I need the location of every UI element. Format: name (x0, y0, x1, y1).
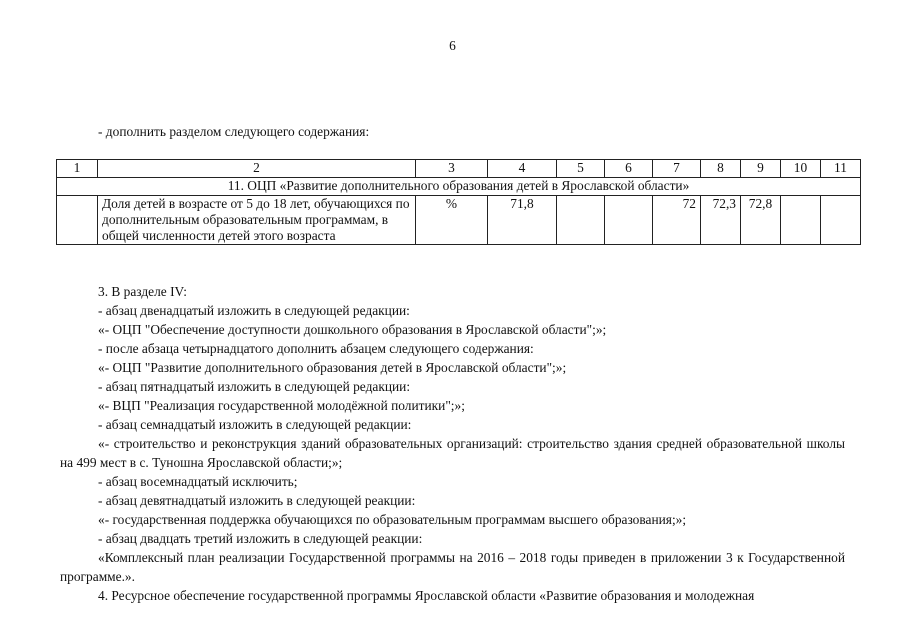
row-unit: % (416, 196, 488, 245)
paragraph: «- ОЦП "Обеспечение доступности дошкольного образования в Ярославской области";»; (98, 322, 607, 337)
indicator-table (56, 159, 861, 245)
header-cell: 4 (488, 160, 557, 178)
header-cell: 8 (701, 160, 741, 178)
paragraph: - абзац восемнадцатый исключить; (98, 474, 298, 489)
section-title: 11. ОЦП «Развитие дополнительного образования детей в Ярославской области» (57, 178, 861, 196)
paragraph: - абзац двадцать третий изложить в следующей реакции: (98, 531, 423, 546)
header-cell: 2 (98, 160, 416, 178)
row-value-9: 72,8 (741, 196, 781, 245)
paragraph: 3. В разделе IV: (98, 284, 187, 299)
header-cell: 3 (416, 160, 488, 178)
header-cell: 10 (781, 160, 821, 178)
paragraph: - абзац пятнадцатый изложить в следующей редакции: (98, 379, 411, 394)
header-cell: 5 (557, 160, 605, 178)
paragraph: «- ВЦП "Реализация государственной молодёжной политики";»; (98, 398, 465, 413)
row-value-6 (605, 196, 653, 245)
header-cell: 1 (57, 160, 98, 178)
paragraph: - абзац семнадцатый изложить в следующей редакции: (98, 417, 412, 432)
page-number: 6 (449, 38, 456, 53)
table-section-row (57, 178, 861, 196)
row-indicator-name: Доля детей в возрасте от 5 до 18 лет, обучающихся по дополнительным образовательным программам, в общей численности детей этого возраста (98, 196, 416, 245)
row-value-10 (781, 196, 821, 245)
row-value-11 (821, 196, 861, 245)
paragraph: «- строительство и реконструкция зданий образовательных организаций: строительство здания средней образовательной школы на 499 мест в с. Туношна Ярославской области;»; (60, 436, 845, 470)
header-cell: 9 (741, 160, 781, 178)
row-cell-1 (57, 196, 98, 245)
header-cell: 7 (653, 160, 701, 178)
intro-line: - дополнить разделом следующего содержания: (98, 124, 370, 139)
header-cell: 6 (605, 160, 653, 178)
header-cell: 11 (821, 160, 861, 178)
row-value-5 (557, 196, 605, 245)
paragraph: - абзац девятнадцатый изложить в следующей реакции: (98, 493, 416, 508)
table-header-row (57, 160, 861, 178)
table-row (57, 196, 861, 245)
paragraph: «- государственная поддержка обучающихся по образовательным программам высшего образования;»; (98, 512, 687, 527)
paragraph: 4. Ресурсное обеспечение государственной программы Ярославской области «Развитие образования и молодежная (98, 588, 755, 603)
row-value-7: 72 (653, 196, 701, 245)
paragraph: - после абзаца четырнадцатого дополнить абзацем следующего содержания: (98, 341, 534, 356)
paragraph: «Комплексный план реализации Государственной программы на 2016 – 2018 годы приведен в приложении 3 к Государственной программе.». (60, 550, 845, 584)
row-value-4: 71,8 (488, 196, 557, 245)
body-text (60, 282, 845, 605)
paragraph: «- ОЦП "Развитие дополнительного образования детей в Ярославской области";»; (98, 360, 567, 375)
row-value-8: 72,3 (701, 196, 741, 245)
paragraph: - абзац двенадцатый изложить в следующей редакции: (98, 303, 410, 318)
